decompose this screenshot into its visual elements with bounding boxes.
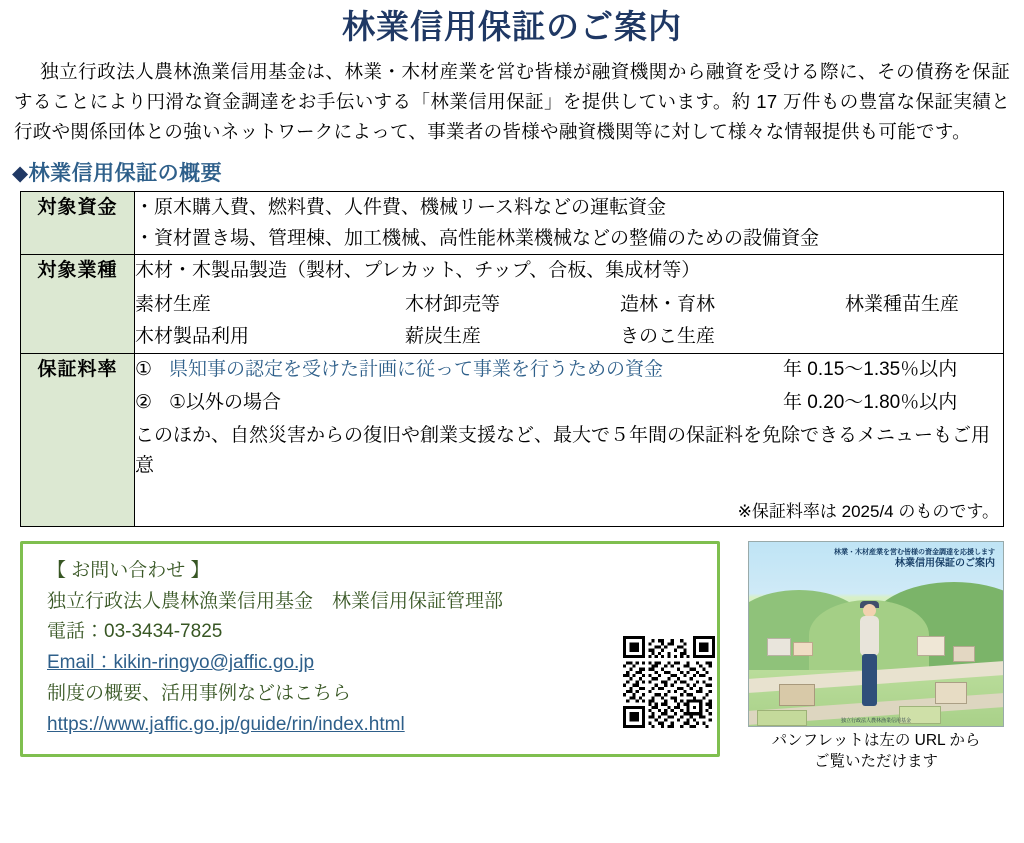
rate-number-2: ② bbox=[135, 391, 153, 413]
contact-box bbox=[20, 541, 720, 757]
contact-telephone: 電話：03-3434-7825 bbox=[47, 621, 223, 643]
document-page bbox=[0, 6, 1024, 843]
contact-email[interactable] bbox=[47, 648, 717, 679]
legs-shape bbox=[862, 654, 877, 706]
overview-table bbox=[20, 191, 1004, 527]
rate-row-1 bbox=[135, 354, 1003, 386]
contact-email-text[interactable]: Email：kikin-ringyo@jaffic.go.jp bbox=[47, 652, 315, 674]
industry-item: 造林・育林 bbox=[620, 293, 716, 315]
rate-description-2: ①以外の場合 bbox=[169, 391, 282, 413]
person-illustration bbox=[857, 604, 883, 714]
pamphlet-cover-footer: 独立行政法人農林漁業信用基金 bbox=[840, 717, 911, 724]
diamond-icon: ◆ bbox=[12, 161, 29, 185]
row-content-target-industries bbox=[135, 255, 1004, 354]
building-shape bbox=[935, 682, 967, 704]
body-shape bbox=[860, 616, 879, 656]
building-shape bbox=[953, 646, 975, 662]
table-row bbox=[21, 354, 1004, 526]
contact-organization: 独立行政法人農林漁業信用基金 林業信用保証管理部 bbox=[47, 590, 504, 612]
intro-text: 独立行政法人農林漁業信用基金は、林業・木材産業を営む皆様が融資機関から融資を受ける際に、その債務を保証することにより円滑な資金調達をお手伝いする「林業信用保証」を提供しています。約 17 万件もの豊富な保証実績と行政や関係団体との強いネットワークによって、事業者の皆様や融資機関等に対して様々な情報提供も可能です。 bbox=[14, 60, 1010, 142]
building-shape bbox=[779, 684, 815, 706]
industry-item: きのこ生産 bbox=[620, 326, 716, 348]
page-title: 林業信用保証のご案内 bbox=[342, 8, 682, 45]
industry-item bbox=[845, 321, 1003, 353]
industry-item: 薪炭生産 bbox=[405, 326, 482, 348]
pamphlet-cover-title bbox=[834, 549, 995, 570]
building-shape bbox=[793, 642, 813, 656]
rate-description-1: 県知事の認定を受けた計画に従って事業を行うための資金 bbox=[169, 359, 664, 381]
industry-grid bbox=[135, 289, 1003, 354]
pamphlet-cover-title-line2: 林業信用保証のご案内 bbox=[895, 557, 995, 569]
contact-heading: 【 お問い合わせ 】 bbox=[47, 559, 210, 581]
rate-note: このほか、自然災害からの復旧や創業支援など、最大で５年間の保証料を免除できるメニューもご用意 bbox=[135, 424, 991, 477]
table-row bbox=[21, 255, 1004, 354]
target-funds-line-2: ・資材置き場、管理棟、加工機械、高性能林業機械などの整備のための設備資金 bbox=[135, 228, 820, 250]
pamphlet-caption bbox=[748, 731, 1004, 773]
bottom-area bbox=[20, 541, 1004, 779]
row-label-target-funds: 対象資金 bbox=[21, 191, 135, 255]
rate-value-1: 年 0.15〜1.35％以内 bbox=[783, 359, 958, 381]
contact-inner bbox=[23, 544, 717, 741]
rate-footnote: ※保証料率は 2025/4 のものです。 bbox=[737, 501, 999, 521]
pamphlet-caption-line1: パンフレットは左の URL から bbox=[771, 731, 981, 749]
section-heading bbox=[12, 157, 1024, 187]
contact-url[interactable] bbox=[47, 710, 717, 741]
contact-guide-text: 制度の概要、活用事例などはこちら bbox=[47, 682, 352, 704]
row-content-guarantee-rate bbox=[135, 354, 1004, 526]
pamphlet-cover-image bbox=[748, 541, 1004, 727]
industry-item: 林業種苗生産 bbox=[845, 293, 960, 315]
industry-item: 木材卸売等 bbox=[405, 293, 501, 315]
pamphlet-cover-title-line1: 林業・木材産業を営む皆様の資金調達を応援します bbox=[834, 548, 995, 556]
pamphlet-caption-line2: ご覧いただけます bbox=[813, 752, 938, 770]
pamphlet-block bbox=[748, 541, 1004, 773]
table-row bbox=[21, 191, 1004, 255]
industry-item: 木材製品利用 bbox=[135, 326, 250, 348]
section-heading-label: 林業信用保証の概要 bbox=[28, 161, 223, 185]
rate-value-2: 年 0.20〜1.80％以内 bbox=[783, 391, 958, 413]
building-shape bbox=[917, 636, 945, 656]
intro-paragraph bbox=[14, 57, 1010, 147]
row-label-guarantee-rate: 保証料率 bbox=[21, 354, 135, 526]
building-shape bbox=[767, 638, 791, 656]
industry-main-line: 木材・木製品製造（製材、プレカット、チップ、合板、集成材等） bbox=[135, 260, 701, 282]
rate-number-1: ① bbox=[135, 359, 153, 381]
target-funds-line-1: ・原木購入費、燃料費、人件費、機械リース料などの運転資金 bbox=[135, 196, 667, 218]
head-shape bbox=[863, 604, 876, 617]
contact-url-text[interactable]: https://www.jaffic.go.jp/guide/rin/index.html bbox=[47, 713, 405, 735]
industry-item: 素材生産 bbox=[135, 293, 212, 315]
row-content-target-funds bbox=[135, 191, 1004, 255]
rate-row-2 bbox=[135, 387, 1003, 419]
row-label-target-industries: 対象業種 bbox=[21, 255, 135, 354]
qr-code-icon[interactable] bbox=[623, 636, 715, 728]
